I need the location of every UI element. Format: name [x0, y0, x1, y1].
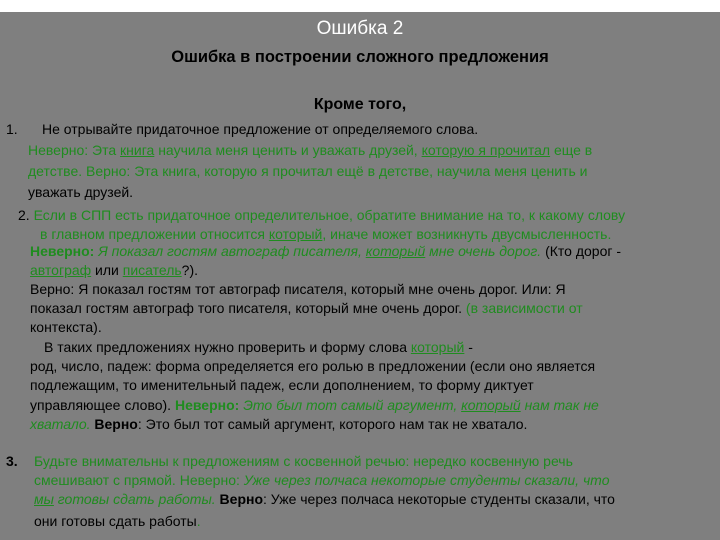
item2-example-word: который — [365, 243, 426, 259]
item1-rule: Не отрывайте придаточное предложение от определяемого слова. — [42, 121, 479, 137]
slide-title: Ошибка 2 — [316, 18, 404, 39]
item2-word-kotoryi: который — [268, 226, 323, 242]
item2-line1 — [18, 206, 625, 224]
item3-line1: Будьте внимательны к предложениям с косвенной речью: нередко косвенную речь — [34, 453, 573, 469]
item2-correct-text: показал гостям автограф того писателя, который мне очень дорог. — [30, 300, 463, 316]
item3-line4 — [34, 512, 201, 530]
item2-line10: подлежащим, то именительный падеж, если дополнением, то форму диктует — [30, 377, 534, 393]
item2-text-end: , иначе может возникнуть двусмысленность. — [322, 226, 612, 242]
item2-line12 — [30, 415, 527, 433]
item2-context-note: (в зависимости от — [462, 300, 583, 316]
item2-line3 — [30, 242, 621, 260]
item2-wrong-label: Неверно — [30, 243, 90, 259]
item1-text: научила меня ценить и уважать друзей, — [154, 142, 422, 158]
item2-line6 — [30, 299, 583, 317]
item1-word-kniga: книга — [120, 142, 155, 158]
item2-word-pisatel: писатель — [122, 262, 182, 278]
item2-line9: род, число, падеж: форма определяется его ролью в предложении (если оно является — [30, 358, 596, 374]
item3-correct-end: они готовы сдать работы — [34, 513, 197, 529]
item2-colon: : — [89, 243, 99, 259]
slide-subtitle: Ошибка в построении сложного предложения — [171, 48, 549, 66]
item2-question: (Кто дорог - — [541, 243, 622, 259]
item2-example-end: мне очень дорог. — [425, 243, 542, 259]
item2-colon-2: : — [234, 397, 244, 413]
item2-number: 2. — [18, 207, 34, 223]
item2-example-2: Это был тот самый аргумент, — [243, 397, 462, 413]
section-heading: Кроме того, — [313, 96, 407, 113]
item1-number: 1. — [6, 121, 18, 137]
item3-line2 — [34, 471, 609, 489]
item2-example-2-tail: хватало. — [30, 416, 91, 432]
item2-qmark: ?). — [181, 262, 199, 278]
item2-line5: Верно: Я показал гостям тот автограф писателя, который мне очень дорог. Или: Я — [30, 281, 566, 297]
item1-line3: детстве. Верно: Эта книга, которую я прочитал ещё в детстве, научила меня ценить и — [28, 163, 588, 179]
item2-correct-label: Верно — [90, 416, 138, 432]
item2-example-2-word: который — [461, 397, 521, 413]
item1-clause: которую я прочитал — [421, 142, 551, 158]
item2-text: в главном предложении относится — [40, 226, 269, 242]
item2-form-word: который — [410, 339, 465, 355]
item1-wrong-label: Неверно: Эта — [28, 142, 121, 158]
item2-or: или — [91, 262, 123, 278]
item3-number: 3. — [6, 453, 18, 469]
item3-word-my: мы — [34, 491, 54, 507]
item1-line2 — [28, 141, 592, 159]
item2-rule: Если в СПП есть придаточное определительное, обратите внимание на то, к какому слову — [33, 207, 626, 223]
item2-line4 — [30, 261, 198, 279]
item1-line4: уважать друзей. — [28, 184, 134, 200]
item2-wrong-label-2: Неверно — [174, 397, 235, 413]
item3-example-end: готовы сдать работы. — [53, 491, 216, 507]
item3-correct-text: : Уже через полчаса некоторые студенты сказали, что — [263, 491, 615, 507]
item3-wrong-text: смешивают с прямой. Неверно: — [34, 472, 244, 488]
top-band — [0, 0, 720, 12]
item2-line7: контекста). — [30, 319, 102, 335]
item1-text-end: еще в — [550, 142, 593, 158]
item3-example: Уже через полчаса некоторые студенты сказали, что — [243, 472, 610, 488]
item2-example-2-end: нам так не — [520, 397, 599, 413]
item2-form-text: В таких предложениях нужно проверить и форму слова — [44, 339, 411, 355]
item2-word-avtograf: автограф — [30, 262, 92, 278]
item2-line8 — [44, 338, 473, 356]
item2-line2 — [40, 225, 611, 243]
item2-dash: - — [464, 339, 473, 355]
item3-correct-label: Верно — [215, 491, 264, 507]
item2-example: Я показал гостям автограф писателя, — [98, 243, 366, 259]
item2-line11 — [30, 396, 599, 414]
item2-correct-text-2: : Это был тот самый аргумент, которого нам так не хватало. — [137, 416, 528, 432]
item3-line3 — [34, 490, 615, 508]
item2-governing: управляющее слово). — [30, 397, 175, 413]
item3-period: . — [196, 513, 201, 529]
